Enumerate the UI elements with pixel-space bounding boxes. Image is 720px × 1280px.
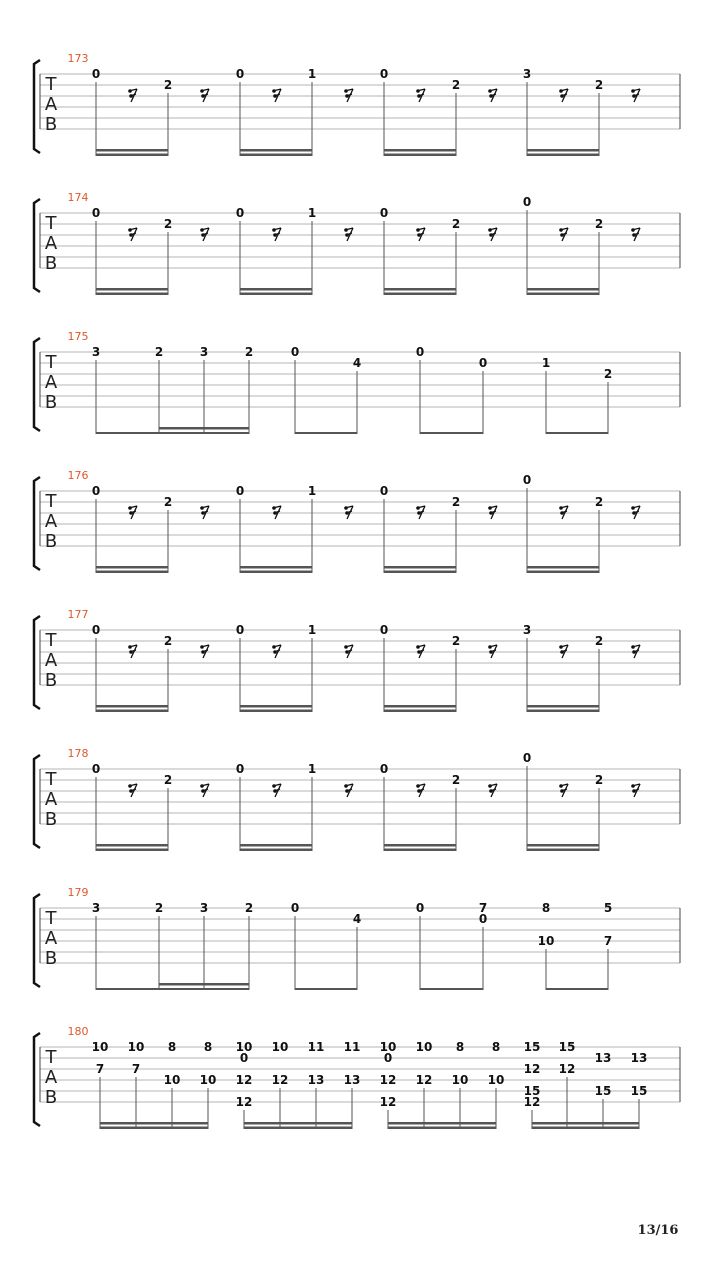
fret-number: 2 <box>451 634 461 648</box>
fret-number: 2 <box>594 78 604 92</box>
fret-number: 8 <box>491 1040 501 1054</box>
beam <box>159 427 249 430</box>
fret-number: 0 <box>235 206 245 220</box>
fret-number: 12 <box>235 1095 253 1109</box>
fret-number: 0 <box>522 751 532 765</box>
fret-number: 12 <box>235 1073 253 1087</box>
page-number: 13/16 <box>637 1223 679 1238</box>
fret-number: 1 <box>307 762 317 776</box>
beam <box>96 705 168 708</box>
beam <box>420 432 483 434</box>
beam <box>384 705 456 708</box>
beam <box>384 571 456 574</box>
tab-clef-letter: T <box>45 74 57 95</box>
system-bracket <box>34 616 40 709</box>
tab-clef-letter: A <box>44 94 58 115</box>
tab-clef-letter: A <box>44 928 58 949</box>
fret-number: 0 <box>91 206 101 220</box>
beam <box>527 288 599 291</box>
beam <box>384 288 456 291</box>
beam <box>96 844 168 847</box>
fret-number: 2 <box>163 773 173 787</box>
fret-number: 15 <box>594 1084 612 1098</box>
beam <box>240 705 312 708</box>
tab-clef-letter: T <box>45 1047 57 1068</box>
beam <box>244 1122 352 1125</box>
beam <box>244 1127 352 1130</box>
fret-number: 3 <box>199 345 209 359</box>
beam <box>96 988 249 990</box>
tab-clef-letter: T <box>45 908 57 929</box>
fret-number: 2 <box>594 773 604 787</box>
beam <box>527 705 599 708</box>
fret-number: 8 <box>455 1040 465 1054</box>
beam <box>100 1127 208 1130</box>
beam <box>295 988 357 990</box>
measure-number: 179 <box>67 886 89 899</box>
beam <box>527 293 599 296</box>
beam <box>240 293 312 296</box>
beam <box>295 432 357 434</box>
beam <box>527 849 599 852</box>
fret-number: 13 <box>343 1073 361 1087</box>
beam <box>384 154 456 157</box>
system-bracket <box>34 894 40 987</box>
fret-number: 3 <box>91 901 101 915</box>
fret-number: 12 <box>415 1073 433 1087</box>
beam <box>240 566 312 569</box>
fret-number: 0 <box>379 623 389 637</box>
fret-number: 0 <box>379 206 389 220</box>
fret-number: 7 <box>131 1062 141 1076</box>
staff-system-179 <box>34 886 680 990</box>
beam <box>420 988 483 990</box>
fret-number: 5 <box>603 901 613 915</box>
fret-number: 0 <box>379 67 389 81</box>
beam <box>532 1127 639 1130</box>
fret-number: 10 <box>487 1073 505 1087</box>
fret-number: 10 <box>91 1040 109 1054</box>
system-bracket <box>34 338 40 431</box>
fret-number: 10 <box>163 1073 181 1087</box>
system-bracket <box>34 477 40 570</box>
fret-number: 10 <box>199 1073 217 1087</box>
fret-number: 2 <box>154 901 164 915</box>
staff-system-175 <box>34 330 680 434</box>
fret-number: 10 <box>415 1040 433 1054</box>
beam <box>240 710 312 713</box>
fret-number: 2 <box>163 634 173 648</box>
beam <box>384 293 456 296</box>
beam <box>546 988 608 990</box>
fret-number: 11 <box>343 1040 361 1054</box>
fret-number: 7 <box>478 901 488 915</box>
beam <box>96 566 168 569</box>
beam <box>96 432 249 434</box>
fret-number: 0 <box>91 762 101 776</box>
beam <box>240 154 312 157</box>
fret-number: 10 <box>271 1040 289 1054</box>
fret-number: 2 <box>163 495 173 509</box>
beam <box>96 149 168 152</box>
beam <box>388 1122 496 1125</box>
fret-number: 0 <box>235 623 245 637</box>
beam <box>527 566 599 569</box>
fret-number: 3 <box>522 623 532 637</box>
fret-number: 12 <box>379 1073 397 1087</box>
fret-number: 2 <box>594 495 604 509</box>
fret-number: 12 <box>523 1095 541 1109</box>
tab-clef-letter: B <box>44 253 58 274</box>
beam <box>384 566 456 569</box>
fret-number: 13 <box>630 1051 648 1065</box>
tab-clef-letter: A <box>44 372 58 393</box>
fret-number: 2 <box>594 217 604 231</box>
fret-number: 0 <box>290 345 300 359</box>
beam <box>96 571 168 574</box>
fret-number: 2 <box>244 901 254 915</box>
tab-clef-letter: A <box>44 1067 58 1088</box>
beam <box>546 432 608 434</box>
beam <box>96 288 168 291</box>
fret-number: 12 <box>379 1095 397 1109</box>
fret-number: 2 <box>244 345 254 359</box>
staff-system-174 <box>34 191 680 295</box>
fret-number: 1 <box>307 67 317 81</box>
fret-number: 0 <box>478 356 488 370</box>
fret-number: 0 <box>379 762 389 776</box>
staff-system-173 <box>34 52 680 156</box>
fret-number: 8 <box>203 1040 213 1054</box>
fret-number: 8 <box>167 1040 177 1054</box>
measure-number: 176 <box>67 469 89 482</box>
fret-number: 15 <box>523 1040 541 1054</box>
measure-number: 180 <box>67 1025 89 1038</box>
fret-number: 12 <box>558 1062 576 1076</box>
tab-clef-letter: T <box>45 630 57 651</box>
beam <box>240 288 312 291</box>
fret-number: 12 <box>271 1073 289 1087</box>
system-bracket <box>34 1033 40 1126</box>
tab-clef-letter: A <box>44 511 58 532</box>
staff-system-180 <box>34 1025 680 1129</box>
system-bracket <box>34 755 40 848</box>
fret-number: 3 <box>522 67 532 81</box>
fret-number: 2 <box>163 78 173 92</box>
fret-number: 10 <box>451 1073 469 1087</box>
fret-number: 2 <box>603 367 613 381</box>
tab-clef-letter: B <box>44 809 58 830</box>
tab-clef-letter: A <box>44 233 58 254</box>
tab-clef-letter: B <box>44 670 58 691</box>
beam <box>96 293 168 296</box>
measure-number: 174 <box>67 191 89 204</box>
measure-number: 175 <box>67 330 89 343</box>
tab-clef-letter: T <box>45 491 57 512</box>
fret-number: 0 <box>235 484 245 498</box>
fret-number: 1 <box>541 356 551 370</box>
tab-clef-letter: B <box>44 948 58 969</box>
fret-number: 7 <box>603 934 613 948</box>
fret-number: 0 <box>415 345 425 359</box>
fret-number: 0 <box>415 901 425 915</box>
beam <box>527 149 599 152</box>
beam <box>240 571 312 574</box>
tab-clef-letter: T <box>45 213 57 234</box>
beam <box>384 849 456 852</box>
fret-number: 4 <box>352 356 362 370</box>
beam <box>240 149 312 152</box>
fret-number: 10 <box>379 1040 397 1054</box>
fret-number: 12 <box>523 1062 541 1076</box>
staff-system-176 <box>34 469 680 573</box>
tab-clef-letter: B <box>44 114 58 135</box>
fret-number: 2 <box>451 495 461 509</box>
tab-clef-letter: A <box>44 650 58 671</box>
fret-number: 13 <box>594 1051 612 1065</box>
fret-number: 1 <box>307 206 317 220</box>
fret-number: 11 <box>307 1040 325 1054</box>
beam <box>527 154 599 157</box>
fret-number: 10 <box>235 1040 253 1054</box>
fret-number: 1 <box>307 623 317 637</box>
fret-number: 0 <box>383 1051 393 1065</box>
beam <box>527 844 599 847</box>
tab-clef-letter: B <box>44 531 58 552</box>
beam <box>388 1127 496 1130</box>
fret-number: 2 <box>451 78 461 92</box>
tab-clef-letter: B <box>44 1087 58 1108</box>
beam <box>384 844 456 847</box>
beam <box>96 710 168 713</box>
fret-number: 2 <box>451 217 461 231</box>
measure-number: 178 <box>67 747 89 760</box>
fret-number: 15 <box>558 1040 576 1054</box>
beam <box>240 849 312 852</box>
measure-number: 173 <box>67 52 89 65</box>
beam <box>96 154 168 157</box>
beam <box>532 1122 639 1125</box>
fret-number: 3 <box>199 901 209 915</box>
tab-clef-letter: A <box>44 789 58 810</box>
fret-number: 0 <box>235 67 245 81</box>
tab-clef-letter: B <box>44 392 58 413</box>
fret-number: 0 <box>91 623 101 637</box>
staff-system-177 <box>34 608 680 712</box>
staff-system-178 <box>34 747 680 851</box>
fret-number: 2 <box>451 773 461 787</box>
fret-number: 0 <box>235 762 245 776</box>
fret-number: 0 <box>478 912 488 926</box>
beam <box>159 983 249 986</box>
fret-number: 15 <box>630 1084 648 1098</box>
beam <box>240 844 312 847</box>
fret-number: 15 <box>523 1084 541 1098</box>
fret-number: 13 <box>307 1073 325 1087</box>
beam <box>527 710 599 713</box>
fret-number: 0 <box>290 901 300 915</box>
beam <box>96 849 168 852</box>
beam <box>384 710 456 713</box>
measure-number: 177 <box>67 608 89 621</box>
fret-number: 4 <box>352 912 362 926</box>
fret-number: 0 <box>522 195 532 209</box>
fret-number: 0 <box>379 484 389 498</box>
fret-number: 0 <box>239 1051 249 1065</box>
beam <box>527 571 599 574</box>
fret-number: 2 <box>154 345 164 359</box>
tab-clef-letter: T <box>45 769 57 790</box>
fret-number: 0 <box>91 484 101 498</box>
fret-number: 10 <box>537 934 555 948</box>
fret-number: 2 <box>594 634 604 648</box>
beam <box>384 149 456 152</box>
fret-number: 0 <box>522 473 532 487</box>
system-bracket <box>34 60 40 153</box>
tab-clef-letter: T <box>45 352 57 373</box>
fret-number: 0 <box>91 67 101 81</box>
fret-number: 8 <box>541 901 551 915</box>
beam <box>100 1122 208 1125</box>
fret-number: 1 <box>307 484 317 498</box>
fret-number: 10 <box>127 1040 145 1054</box>
fret-number: 2 <box>163 217 173 231</box>
system-bracket <box>34 199 40 292</box>
fret-number: 7 <box>95 1062 105 1076</box>
fret-number: 3 <box>91 345 101 359</box>
